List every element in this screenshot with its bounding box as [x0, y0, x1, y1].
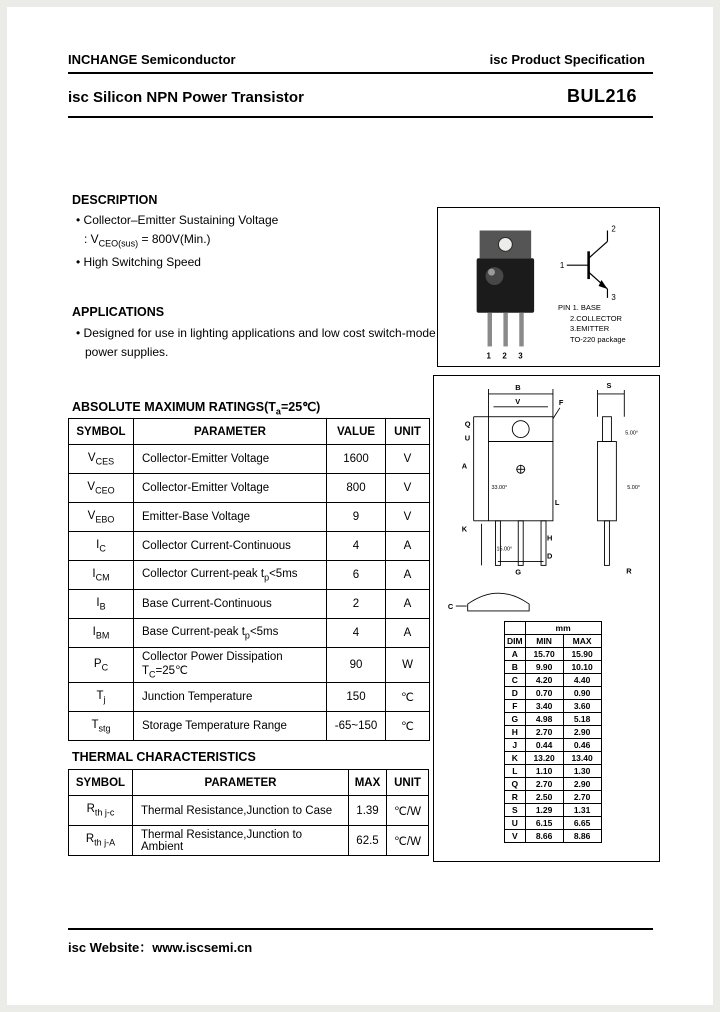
table-header-row	[69, 419, 430, 445]
dim-value-cell: 0.44	[525, 739, 563, 752]
dim-letter-cell: K	[505, 752, 526, 765]
table-row	[69, 532, 430, 561]
dim-row	[505, 687, 602, 700]
dim-value-cell: 4.40	[563, 674, 601, 687]
dim-letter-cell: F	[505, 700, 526, 713]
symbol-cell: $I_C$	[69, 532, 134, 561]
package-outline-drawing	[456, 389, 624, 611]
table-row	[69, 796, 429, 826]
dim-value-cell: 6.65	[563, 817, 601, 830]
unit-cell: A	[386, 532, 430, 561]
table-row	[69, 619, 430, 648]
parameter-cell: Collector Current-peak $t_p<5ms$	[134, 561, 327, 590]
dim-row	[505, 739, 602, 752]
dim-row	[505, 661, 602, 674]
package-type-label: TO-220 package	[570, 334, 626, 344]
dim-value-cell: 0.90	[563, 687, 601, 700]
dim-label-c: C	[447, 602, 454, 612]
dim-value-cell: 4.98	[525, 713, 563, 726]
dim-value-cell: 2.70	[525, 778, 563, 791]
emitter-arrow-icon	[599, 280, 608, 289]
dim-letter-cell: L	[505, 765, 526, 778]
dimension-figure-box	[433, 375, 660, 862]
unit-cell: A	[386, 619, 430, 648]
symbol-cell: $I_B$	[69, 590, 134, 619]
dim-value-cell: 1.29	[525, 804, 563, 817]
dim-letter-cell: G	[505, 713, 526, 726]
dim-label-a: A	[461, 461, 468, 471]
parameter-cell: Collector-Emitter Voltage	[134, 474, 327, 503]
dim-label-g: G	[515, 567, 522, 577]
table-row	[69, 561, 430, 590]
table-row	[69, 474, 430, 503]
dim-value-cell: 2.50	[525, 791, 563, 804]
unit-cell: V	[386, 445, 430, 474]
dim-corner-cell	[505, 622, 526, 635]
dim-label-k: K	[461, 524, 468, 534]
description-list	[76, 211, 278, 272]
description-heading: DESCRIPTION	[72, 193, 158, 207]
dim-unit-header: mm	[525, 622, 601, 635]
dim-row	[505, 648, 602, 661]
dim-row	[505, 804, 602, 817]
dim-row	[505, 817, 602, 830]
dim-header-row	[505, 635, 602, 648]
unit-cell: ℃	[386, 712, 430, 741]
dim-letter-cell: C	[505, 674, 526, 687]
dim-label-s: S	[606, 380, 612, 390]
value-cell: 800	[327, 474, 386, 503]
angle-annotation: 33.00°	[491, 485, 508, 492]
angle-annotation: 5.00°	[625, 430, 639, 437]
description-item: • High Switching Speed	[76, 255, 201, 270]
dimension-table	[504, 621, 602, 843]
value-cell: 1.39	[349, 796, 387, 826]
dim-value-cell: 13.40	[563, 752, 601, 765]
dim-value-cell: 4.20	[525, 674, 563, 687]
description-item: • Collector–Emitter Sustaining Voltage	[76, 213, 279, 227]
dim-letter-cell: H	[505, 726, 526, 739]
pin-text-line: PIN 1. BASE	[558, 303, 601, 312]
dim-letter-cell: U	[505, 817, 526, 830]
dim-label-h: H	[546, 533, 553, 543]
unit-cell: ℃/W	[387, 796, 429, 826]
value-cell: 90	[327, 648, 386, 683]
parameter-cell: Junction Temperature	[134, 683, 327, 712]
max-col-header: MAX	[563, 635, 601, 648]
dim-letter-cell: R	[505, 791, 526, 804]
dim-letter-cell: B	[505, 661, 526, 674]
pin-text-line: 2.COLLECTOR	[570, 313, 622, 323]
dim-value-cell: 3.40	[525, 700, 563, 713]
pin-text-line: 3.EMITTER	[570, 324, 610, 333]
pin-3-label: 3	[518, 351, 523, 361]
symbol-cell: $P_C$	[69, 648, 134, 683]
dim-row	[505, 700, 602, 713]
value-cell: 9	[327, 503, 386, 532]
dim-label-l: L	[554, 497, 560, 507]
parameter-header: PARAMETER	[133, 770, 349, 796]
dim-value-cell: 5.18	[563, 713, 601, 726]
dim-unit-row	[505, 622, 602, 635]
thermal-table	[68, 769, 429, 856]
dim-row	[505, 765, 602, 778]
symbol-cell: $T_{stg}$	[69, 712, 134, 741]
min-col-header: MIN	[525, 635, 563, 648]
symbol-cell: $V_{CEO}$	[69, 474, 134, 503]
pin-description	[558, 303, 626, 345]
dim-value-cell: 15.90	[563, 648, 601, 661]
pin-1-label: 1	[486, 351, 491, 361]
dim-letter-cell: S	[505, 804, 526, 817]
dim-value-cell: 1.10	[525, 765, 563, 778]
footer-rule	[68, 928, 653, 930]
unit-header: UNIT	[386, 419, 430, 445]
value-header: VALUE	[327, 419, 386, 445]
angle-annotation: 5.00°	[627, 485, 641, 492]
dim-label-r: R	[626, 566, 632, 576]
dim-value-cell: 0.70	[525, 687, 563, 700]
dim-value-cell: 8.66	[525, 830, 563, 843]
parameter-header: PARAMETER	[134, 419, 327, 445]
dim-value-cell: 0.46	[563, 739, 601, 752]
symbol-cell: $T_j$	[69, 683, 134, 712]
dim-row	[505, 778, 602, 791]
parameter-cell: Base Current-peak $t_p<5ms$	[134, 619, 327, 648]
dim-letter-cell: J	[505, 739, 526, 752]
parameter-cell: Thermal Resistance,Junction to Case	[133, 796, 349, 826]
package-figure-box	[437, 207, 660, 367]
value-cell: 150	[327, 683, 386, 712]
value-cell: 6	[327, 561, 386, 590]
dim-value-cell: 2.70	[563, 791, 601, 804]
abs-max-ratings-table	[68, 418, 430, 741]
dim-letter-cell: V	[505, 830, 526, 843]
symbol-cell: $R_{th j-c}$	[69, 796, 133, 826]
spec-label: isc Product Specification	[489, 52, 645, 67]
dim-row	[505, 726, 602, 739]
dim-col-header: DIM	[505, 635, 526, 648]
unit-header: UNIT	[387, 770, 429, 796]
website-link: isc Website：www.iscsemi.cn	[68, 940, 253, 955]
symbol-cell: $V_{EBO}$	[69, 503, 134, 532]
npn-transistor-symbol-icon	[567, 231, 608, 298]
dim-value-cell: 13.20	[525, 752, 563, 765]
value-cell: 4	[327, 619, 386, 648]
dim-row	[505, 674, 602, 687]
package-dimension-drawing	[434, 376, 657, 621]
parameter-cell: Thermal Resistance,Junction to Ambient	[133, 826, 349, 856]
dim-value-cell: 2.90	[563, 778, 601, 791]
table-row	[69, 445, 430, 474]
value-cell: 62.5	[349, 826, 387, 856]
pin-2-label: 2	[502, 351, 507, 361]
unit-cell: A	[386, 561, 430, 590]
max-header: MAX	[349, 770, 387, 796]
table-row	[69, 590, 430, 619]
thermal-heading: THERMAL CHARACTERISTICS	[72, 750, 256, 764]
package-photo	[477, 231, 534, 347]
dim-value-cell: 1.31	[563, 804, 601, 817]
dim-row	[505, 713, 602, 726]
symbol-header: SYMBOL	[69, 770, 133, 796]
company-name: INCHANGE Semiconductor	[68, 52, 236, 67]
applications-text: • Designed for use in lighting applications and low cost switch-mode power supplies.	[76, 326, 436, 359]
title-rule	[68, 116, 653, 118]
unit-cell: V	[386, 503, 430, 532]
pin-number-labels	[487, 351, 524, 360]
dim-letter-cell: D	[505, 687, 526, 700]
table-row	[69, 503, 430, 532]
dim-value-cell: 9.90	[525, 661, 563, 674]
applications-heading: APPLICATIONS	[72, 305, 165, 319]
dim-row	[505, 830, 602, 843]
dim-label-d: D	[546, 551, 553, 561]
symbol-base-label: 1	[559, 261, 565, 271]
symbol-cell: $I_{CM}$	[69, 561, 134, 590]
parameter-line2: $T_C=25℃$	[142, 664, 188, 680]
dim-label-u: U	[464, 433, 471, 443]
dim-letter-cell: A	[505, 648, 526, 661]
abs-max-ratings-heading: ABSOLUTE MAXIMUM $RATINGS(T_a=25℃)$	[72, 400, 321, 417]
symbol-emitter-label: 3	[611, 292, 616, 302]
unit-cell: A	[386, 590, 430, 619]
value-cell: 4	[327, 532, 386, 561]
table-row	[69, 648, 430, 683]
description-item: : $V_{CEO(sus)} = 800V(Min.)$	[84, 232, 211, 249]
angle-annotations	[491, 431, 640, 553]
page-title: isc Silicon NPN Power Transistor	[68, 89, 304, 106]
symbol-cell: $V_{CES}$	[69, 445, 134, 474]
dim-value-cell: 8.86	[563, 830, 601, 843]
unit-cell: W	[386, 648, 430, 683]
value-cell: 2	[327, 590, 386, 619]
table-row	[69, 712, 430, 741]
dim-label-v: V	[515, 396, 521, 406]
dimension-letter-labels	[448, 381, 632, 611]
symbol-header: SYMBOL	[69, 419, 134, 445]
value-cell: -65~150	[327, 712, 386, 741]
dim-row	[505, 791, 602, 804]
part-number: BUL216	[566, 86, 637, 106]
parameter-cell: Emitter-Base Voltage	[134, 503, 327, 532]
dim-value-cell: 6.15	[525, 817, 563, 830]
dim-label-q: Q	[464, 419, 471, 429]
dim-value-cell: 2.70	[525, 726, 563, 739]
parameter-cell: Collector Current-Continuous	[134, 532, 327, 561]
parameter-cell: Storage Temperature Range	[134, 712, 327, 741]
parameter-cell: Collector Power Dissipation $T_C=25℃$	[134, 648, 327, 683]
value-cell: 1600	[327, 445, 386, 474]
dim-value-cell: 2.90	[563, 726, 601, 739]
table-header-row	[69, 770, 429, 796]
parameter-cell: Base Current-Continuous	[134, 590, 327, 619]
dim-label-b: B	[515, 382, 521, 392]
dim-label-f: F	[558, 397, 564, 407]
unit-cell: V	[386, 474, 430, 503]
unit-cell: ℃/W	[387, 826, 429, 856]
header-rule	[68, 72, 653, 74]
symbol-cell: $R_{th j-A}$	[69, 826, 133, 856]
dim-value-cell: 15.70	[525, 648, 563, 661]
unit-cell: ℃	[386, 683, 430, 712]
dim-value-cell: 3.60	[563, 700, 601, 713]
dim-value-cell: 10.10	[563, 661, 601, 674]
dim-value-cell: 1.30	[563, 765, 601, 778]
table-row	[69, 826, 429, 856]
table-row	[69, 683, 430, 712]
symbol-collector-label: 2	[611, 224, 616, 234]
symbol-cell: $I_{BM}$	[69, 619, 134, 648]
dim-letter-cell: Q	[505, 778, 526, 791]
angle-annotation: 15.00°	[496, 546, 513, 553]
dim-row	[505, 752, 602, 765]
parameter-cell: Collector-Emitter Voltage	[134, 445, 327, 474]
